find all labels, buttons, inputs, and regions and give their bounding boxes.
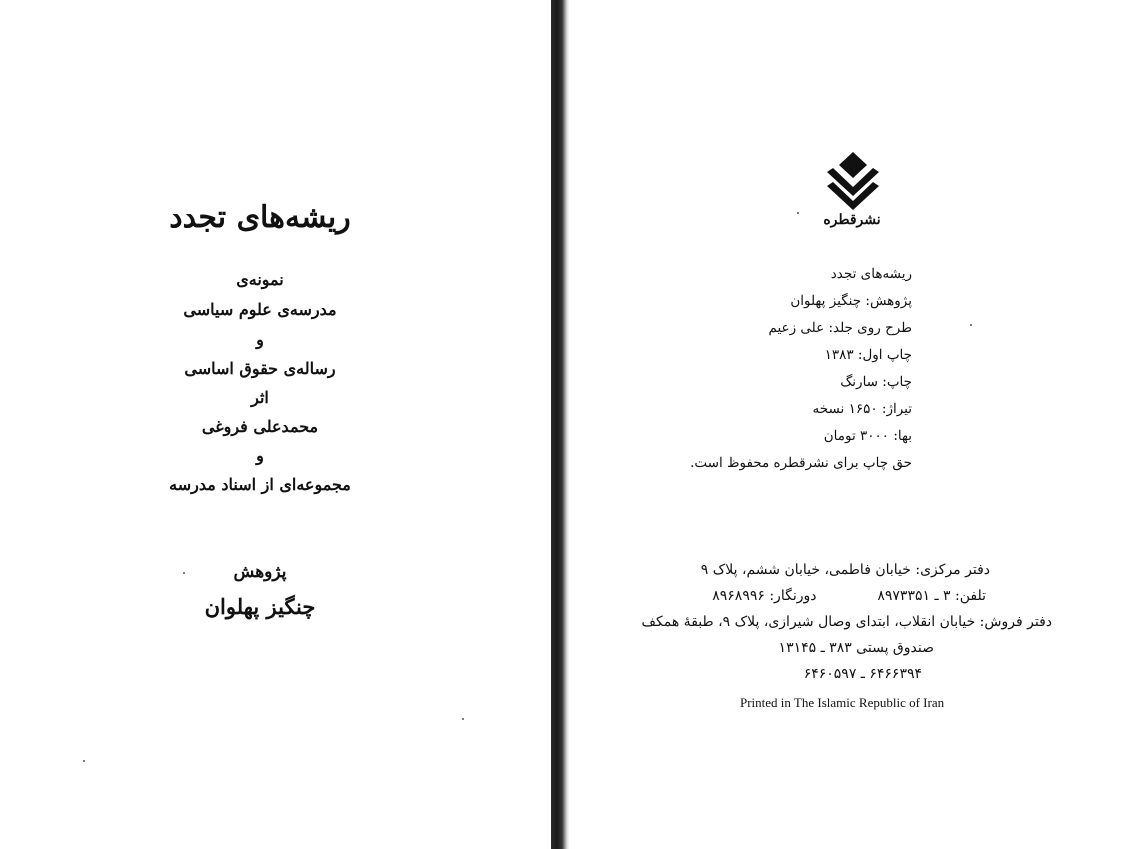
printed-in-line: Printed in The Islamic Republic of Iran <box>740 695 945 710</box>
colophon-copyright: حق چاپ برای نشرقطره محفوظ است. <box>690 455 912 471</box>
colophon-title: ریشه‌های تجدد <box>830 266 912 282</box>
subtitle-line-8: مجموعه‌ای از اسناد مدرسه <box>169 475 351 494</box>
book-binding-gutter <box>551 0 569 849</box>
fax-number: دورنگار: ۸۹۶۸۹۹۶ <box>712 588 817 604</box>
paper-speck <box>83 760 85 762</box>
paper-speck <box>183 572 185 574</box>
subtitle-line-1: نمونه‌ی <box>236 270 284 289</box>
phone-number: تلفن: ۳ ـ ۸۹۷۳۳۵۱ <box>877 588 986 604</box>
paper-speck <box>797 212 799 214</box>
researcher-label: پژوهش <box>233 562 287 582</box>
right-page <box>569 0 1124 849</box>
subtitle-line-7: و <box>256 446 264 465</box>
paper-speck <box>462 718 464 720</box>
sales-office-address: دفتر فروش: خیابان انقلاب، ابتدای وصال شیرازی، پلاک ۹، طبقهٔ همکف <box>641 614 1052 630</box>
colophon-first-edition: چاپ اول: ۱۳۸۳ <box>824 347 912 363</box>
colophon-cover-design: طرح روی جلد: علی زعیم <box>768 320 912 336</box>
po-box: صندوق پستی ۳۸۳ ـ ۱۳۱۴۵ <box>778 640 934 656</box>
subtitle-line-6: محمدعلی فروغی <box>201 417 319 436</box>
subtitle-line-3: و <box>256 330 264 349</box>
subtitle-line-2: مدرسه‌ی علوم سیاسی <box>183 300 337 319</box>
phone-fax-row <box>712 588 986 604</box>
colophon-printer: چاپ: سارنگ <box>840 374 912 390</box>
subtitle-line-4: رساله‌ی حقوق اساسی <box>184 359 336 378</box>
colophon-print-run: تیراژ: ۱۶۵۰ نسخه <box>812 401 912 417</box>
researcher-name: چنگیز پهلوان <box>204 594 316 619</box>
left-page <box>0 0 551 849</box>
colophon-researcher: پژوهش: چنگیز پهلوان <box>790 293 912 309</box>
publisher-name: نشرقطره <box>823 212 881 228</box>
subtitle-line-5: اثر <box>251 388 269 407</box>
central-office-address: دفتر مرکزی: خیابان فاطمی، خیابان ششم، پلاک ۹ <box>700 562 990 578</box>
book-title: ریشه‌های تجدد <box>169 200 351 235</box>
sales-phone-numbers: ۶۴۶۶۳۹۴ ـ ۶۴۶۰۵۹۷ <box>803 666 922 682</box>
paper-speck <box>970 324 972 326</box>
publisher-logo-icon <box>827 152 879 212</box>
colophon-price: بها: ۳۰۰۰ تومان <box>823 428 912 444</box>
